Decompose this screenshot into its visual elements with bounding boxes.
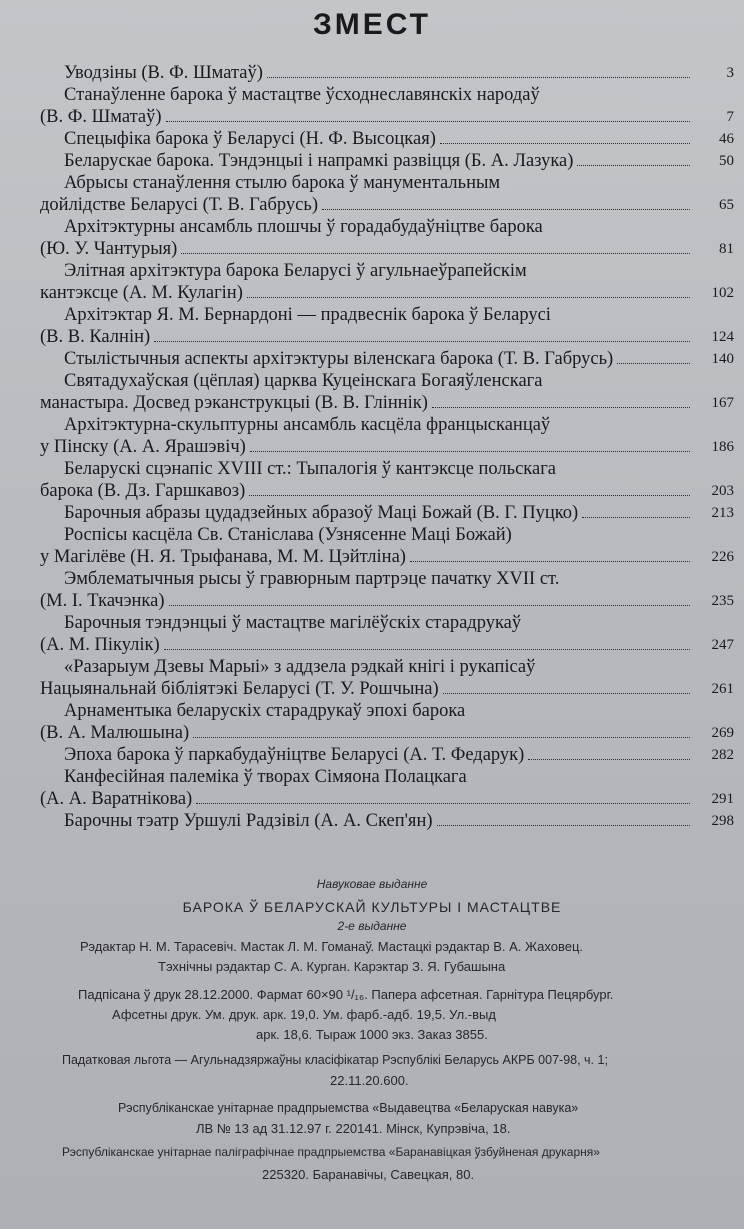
toc-page-number: 291 [711, 791, 734, 807]
toc-entry-text: (М. І. Ткачэнка) [40, 591, 165, 611]
leader-dots [410, 561, 690, 562]
toc-page-number: 186 [711, 439, 734, 455]
printer-line: Рэспубліканскае унітарнае паліграфічнае прадпрыемства «Баранавіцкая ўзбуйненая друкарня» [62, 1145, 600, 1159]
book-title: БАРОКА Ў БЕЛАРУСКАЙ КУЛЬТУРЫ І МАСТАЦТВЕ [182, 899, 562, 915]
toc-entry-line [0, 480, 744, 502]
leader-dots [181, 253, 690, 254]
toc-entry-text: Нацыянальнай бібліятэкі Беларусі (Т. У. Рошчына) [40, 679, 439, 699]
toc-page-number: 261 [711, 681, 734, 697]
leader-dots [322, 209, 690, 210]
toc-entry-line [0, 436, 744, 458]
toc-entry [0, 172, 744, 216]
tax-line: 22.11.20.600. [330, 1073, 409, 1088]
print-line: Афсетны друк. Ум. друк. арк. 19,0. Ум. фарб.-адб. 19,5. Ул.-выд [112, 1007, 496, 1022]
toc-entry [0, 502, 744, 524]
toc-entry-text: «Разарыум Дзевы Марыі» з аддзела рэдкай кнігі і рукапісаў [64, 657, 536, 677]
leader-dots [193, 737, 690, 738]
toc-entry [0, 568, 744, 612]
leader-dots [166, 121, 690, 122]
edition-number: 2-е выданне [337, 919, 407, 933]
page-title: ЗМЕСТ [312, 8, 432, 41]
toc-entry-line [0, 150, 744, 172]
toc-entry-line [0, 282, 744, 304]
toc-entry-text: (В. В. Калнін) [40, 327, 151, 347]
toc-page-number: 81 [719, 241, 734, 257]
toc-page-number: 167 [711, 395, 734, 411]
leader-dots [577, 165, 690, 166]
toc-entry-text: у Пінску (А. А. Ярашэвіч) [40, 437, 246, 457]
toc-entry-line [0, 788, 744, 810]
toc-entry [0, 810, 744, 832]
toc-entry-text: манастыра. Досвед рэканструкцыі (В. В. Гліннік) [40, 393, 428, 413]
toc-entry-text: Элітная архітэктура барока Беларусі ў агульнаеўрапейскім [64, 261, 527, 281]
toc-entry-text: Святадухаўская (цёплая) царква Куцеінскага Богаяўленскага [64, 371, 543, 391]
toc-entry-line [0, 458, 744, 480]
toc-entry-line [0, 414, 744, 436]
toc-entry-line [0, 392, 744, 414]
leader-dots [443, 693, 690, 694]
toc-entry-line [0, 304, 744, 326]
toc-entry-line [0, 656, 744, 678]
toc-page-number: 247 [711, 637, 734, 653]
toc-entry-line [0, 744, 744, 766]
toc-entry-line [0, 810, 744, 832]
toc-entry-line [0, 260, 744, 282]
toc-entry [0, 348, 744, 370]
toc-entry-line [0, 502, 744, 524]
leader-dots [154, 341, 690, 342]
toc-entry [0, 370, 744, 414]
toc-entry [0, 656, 744, 700]
toc-entry [0, 612, 744, 656]
leader-dots [196, 803, 690, 804]
toc-entry-line [0, 370, 744, 392]
toc-entry-text: у Магілёве (Н. Я. Трыфанава, М. М. Цэйтліна) [40, 547, 406, 567]
leader-dots [437, 825, 690, 826]
toc-entry-line [0, 634, 744, 656]
toc-entry-line [0, 172, 744, 194]
toc-entry [0, 744, 744, 766]
toc-entry-line [0, 678, 744, 700]
leader-dots [247, 297, 690, 298]
toc-entry-text: Барочны тэатр Уршулі Радзівіл (А. А. Скеп'ян) [64, 811, 433, 831]
toc-entry-line [0, 524, 744, 546]
toc-entry-line [0, 568, 744, 590]
editors-line: Рэдактар Н. М. Тарасевіч. Мастак Л. М. Гоманаў. Мастацкі рэдактар В. А. Жаховец. [80, 939, 584, 954]
toc-entry-line [0, 216, 744, 238]
toc-page-number: 124 [711, 329, 734, 345]
toc-page-number: 50 [719, 153, 734, 169]
toc-page-number: 140 [711, 351, 734, 367]
toc-entry-text: Эмблематычныя рысы ў гравюрным партрэце пачатку XVII ст. [64, 569, 560, 589]
toc-page-number: 269 [711, 725, 734, 741]
leader-dots [440, 143, 690, 144]
toc-entry-text: Архітэктар Я. М. Бернардоні — прадвеснік барока ў Беларусі [64, 305, 551, 325]
toc-page-number: 282 [711, 747, 734, 763]
toc-entry-text: кантэксце (А. М. Кулагін) [40, 283, 243, 303]
toc-entry-text: Роспісы касцёла Св. Станіслава (Узнясенне Маці Божай) [64, 525, 512, 545]
toc-entry [0, 524, 744, 568]
printer-line: 225320. Баранавічы, Савецкая, 80. [262, 1167, 475, 1182]
toc-entry-line [0, 106, 744, 128]
toc-page-number: 102 [711, 285, 734, 301]
toc-entry-text: Абрысы станаўлення стылю барока ў манументальным [64, 173, 501, 193]
toc-entry [0, 700, 744, 744]
toc-entry-text: Барочныя абразы цудадзейных абразоў Маці Божай (В. Г. Пуцко) [64, 503, 579, 523]
toc-entry-line [0, 238, 744, 260]
leader-dots [617, 363, 690, 364]
toc-entry-text: Архітэктурна-скульптурны ансамбль касцёла францысканцаў [64, 415, 551, 435]
toc-entry [0, 128, 744, 150]
toc-entry-line [0, 700, 744, 722]
toc-entry-text: Барочныя тэндэнцыі ў мастацтве магілёўскіх старадрукаў [64, 613, 522, 633]
editors-line: Тэхнічны рэдактар С. А. Курган. Карэктар З. Я. Губашына [158, 959, 506, 974]
leader-dots [249, 495, 690, 496]
leader-dots [169, 605, 690, 606]
toc-entry [0, 766, 744, 810]
toc-page-number: 226 [711, 549, 734, 565]
tax-line: Падатковая льгота — Агульнадзяржаўны класіфікатар Рэспублікі Беларусь АКРБ 007-98, ч. 1; [62, 1053, 608, 1067]
toc-entry-text: Стылістычныя аспекты архітэктуры віленскага барока (Т. В. Габрусь) [64, 349, 614, 369]
toc-page-number: 7 [726, 109, 734, 125]
toc-entry-text: Эпоха барока ў паркабудаўніцтве Беларусі (А. Т. Федарук) [64, 745, 525, 765]
toc-page-number: 203 [711, 483, 734, 499]
toc-entry-line [0, 590, 744, 612]
leader-dots [528, 759, 690, 760]
toc-entry-line [0, 84, 744, 106]
toc-page-number: 235 [711, 593, 734, 609]
toc-entry-text: (А. А. Варатнікова) [40, 789, 193, 809]
toc-entry [0, 150, 744, 172]
edition-type: Навуковае выданне [316, 877, 428, 891]
toc-entry [0, 84, 744, 128]
toc-entry-line [0, 348, 744, 370]
toc-entry-line [0, 128, 744, 150]
toc-entry-line [0, 194, 744, 216]
toc-entry-text: Беларускае барока. Тэндэнцыі і напрамкі развіцця (Б. А. Лазука) [64, 151, 574, 171]
toc-entry-line [0, 326, 744, 348]
leader-dots [582, 517, 690, 518]
toc-entry-text: Беларускі сцэнапіс XVIII ст.: Тыпалогія ў кантэксце польскага [64, 459, 557, 479]
leader-dots [250, 451, 690, 452]
publisher-line: Рэспубліканскае унітарнае прадпрыемства «Выдавецтва «Беларуская навука» [118, 1101, 579, 1115]
toc-entry-line [0, 546, 744, 568]
toc-entry-text: Архітэктурны ансамбль плошчы ў горадабудаўніцтве барока [64, 217, 543, 237]
toc-page-number: 65 [719, 197, 734, 213]
print-line: Падпісана ў друк 28.12.2000. Фармат 60×90 ¹/₁₆. Папера афсетная. Гарнітура Пецярбург. [78, 987, 614, 1002]
toc-page-number: 213 [711, 505, 734, 521]
toc-entry-text: (В. А. Малюшына) [40, 723, 190, 743]
toc-page-number: 3 [726, 65, 734, 81]
toc-entry-text: Станаўленне барока ў мастацтве ўсходнеславянскіх народаў [64, 85, 540, 105]
print-line: арк. 18,6. Тыраж 1000 экз. Заказ 3855. [256, 1027, 488, 1042]
toc-entry [0, 260, 744, 304]
toc-entry-line [0, 722, 744, 744]
toc-entry-text: Уводзіны (В. Ф. Шматаў) [64, 63, 263, 83]
toc-entry [0, 216, 744, 260]
toc-page-number: 298 [711, 813, 734, 829]
toc-entry-line [0, 62, 744, 84]
toc-entry-text: Спецыфіка барока ў Беларусі (Н. Ф. Высоцкая) [64, 129, 436, 149]
toc-entry-text: (В. Ф. Шматаў) [40, 107, 162, 127]
leader-dots [432, 407, 690, 408]
table-of-contents [0, 62, 744, 832]
toc-entry-text: Канфесійная палеміка ў творах Сімяона Полацкага [64, 767, 467, 787]
toc-entry-text: (Ю. У. Чантурыя) [40, 239, 178, 259]
toc-entry-text: барока (В. Дз. Гаршкавоз) [40, 481, 246, 501]
toc-entry-line [0, 766, 744, 788]
toc-entry-line [0, 612, 744, 634]
leader-dots [164, 649, 690, 650]
publisher-line: ЛВ № 13 ад 31.12.97 г. 220141. Мінск, Купрэвіча, 18. [196, 1121, 511, 1136]
leader-dots [267, 77, 690, 78]
toc-entry [0, 414, 744, 458]
toc-entry-text: Арнаментыка беларускіх старадрукаў эпохі барока [64, 701, 466, 721]
toc-page-number: 46 [719, 131, 734, 147]
toc-entry-text: (А. М. Пікулік) [40, 635, 160, 655]
toc-entry [0, 62, 744, 84]
toc-entry [0, 458, 744, 502]
toc-entry [0, 304, 744, 348]
toc-entry-text: дойлідстве Беларусі (Т. В. Габрусь) [40, 195, 318, 215]
